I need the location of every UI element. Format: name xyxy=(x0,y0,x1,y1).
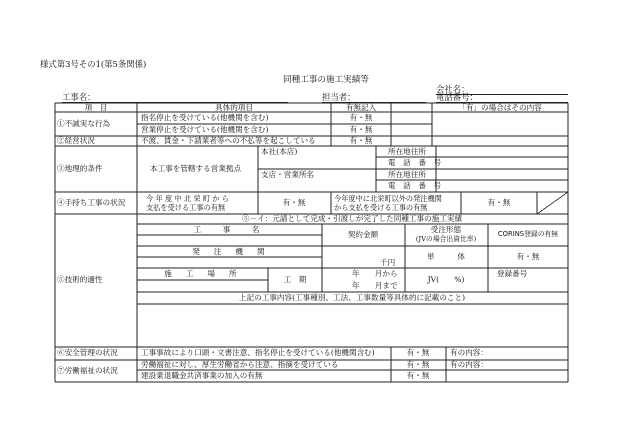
grid-line xyxy=(537,192,568,214)
row5-corins: CORINS登録の有無 xyxy=(497,230,559,238)
header-presence: 有無記入 xyxy=(345,103,377,112)
row7-content: 有の内容： xyxy=(450,360,488,369)
row3-main-phone: 電 話 番 号 xyxy=(388,158,442,167)
header-item: 項 目 xyxy=(84,103,108,112)
row4-local-line1: 今 年 度 中 北 栄 町 か ら xyxy=(146,194,229,203)
row7-label: ⑦労働福祉の状況 xyxy=(57,366,118,375)
row5-form xyxy=(416,226,477,242)
phone-label: 電話番号： xyxy=(436,92,478,102)
row3-main-address: 所在地住所 xyxy=(388,147,426,156)
header-detail: 「有」の場合はその内容 xyxy=(458,103,542,112)
row5-from: 年 月から xyxy=(352,269,398,278)
row7-yes-no-a[interactable]: 有・無 xyxy=(406,360,430,369)
row3-branch: 支店・営業所名 xyxy=(261,170,315,179)
row3-main-office: 本社(本店) xyxy=(261,147,298,156)
work-name-label: 工事名： xyxy=(62,92,96,102)
row4-other-works xyxy=(334,194,442,213)
row4-other-line1: 今年度中に北栄町以外の発注機関 xyxy=(334,194,442,203)
row5-orderer: 発 注 機 関 xyxy=(192,247,268,256)
row5-single: 単 体 xyxy=(427,252,465,261)
form-code: 様式第3号その1(第5条関係) xyxy=(40,59,147,69)
row4-other-line2: から支払を受ける工事の有無 xyxy=(334,203,428,213)
row5-site: 施 工 場 所 xyxy=(164,269,240,278)
row3-label: ③地理的条件 xyxy=(57,164,103,173)
row1-yes-no-a[interactable]: 有・無 xyxy=(349,113,373,122)
row4-local-line2: 支払を受ける工事の有無 xyxy=(146,203,226,213)
row5-reg-no: 登録番号 xyxy=(497,269,528,278)
row2-yes-no[interactable]: 有・無 xyxy=(349,136,373,145)
row4-label: ④手持ち工事の状況 xyxy=(57,198,126,207)
row4-yes-no-local[interactable]: 有・無 xyxy=(282,198,306,207)
row6-content: 有の内容： xyxy=(450,348,488,357)
row6-label: ⑥安全管理の状況 xyxy=(57,348,118,357)
row5-thousand-yen: 千円 xyxy=(380,258,396,267)
row5-heading: ⑤－イ：元請として完成・引渡しが完了した同種工事の施工実績 xyxy=(241,214,463,223)
row7-item-a: 労働福祉に対し、厚生労働省から注意、指摘を受けている xyxy=(141,360,339,369)
row5-contract: 契約金額 xyxy=(347,230,379,239)
row4-yes-no-other[interactable]: 有・無 xyxy=(487,198,511,207)
company-name-label: 会社名： xyxy=(436,84,470,94)
header-specific: 具体的項目 xyxy=(215,103,253,112)
row7-item-b: 建設業退職金共済事業の加入の有無 xyxy=(141,371,263,380)
row5-to: 年 月まで xyxy=(352,281,398,290)
row5-corins-yes-no[interactable]: 有・無 xyxy=(516,252,540,261)
row6-item: 工事事故により口頭・文書注意、指名停止を受けている(他機関含む) xyxy=(141,348,375,357)
row6-yes-no[interactable]: 有・無 xyxy=(406,348,430,357)
row3-branch-phone: 電 話 番 号 xyxy=(388,181,442,190)
row1-item-a: 指名停止を受けている(他機関を含む) xyxy=(141,113,269,122)
row2-item-a: 不渡、賃金・下請業者等への不払等を起こしている xyxy=(141,136,316,145)
row3-branch-address: 所在地住所 xyxy=(388,170,426,179)
row2-label: ②経営状況 xyxy=(57,136,95,145)
row1-item-b: 営業停止を受けている(他機関を含む) xyxy=(141,125,269,134)
row1-label: ①不誠実な行為 xyxy=(57,119,111,128)
person-in-charge-label: 担当者： xyxy=(322,92,356,102)
row5-jv: JV( %) xyxy=(427,275,465,284)
row5-note: 上記の工事内容(工事種別、工法、工事数量等具体的に記載のこと) xyxy=(238,293,466,302)
row5-form-line2: (JVの場合出資比率) xyxy=(415,234,477,243)
row5-form-line1: 受注形態 xyxy=(430,225,462,234)
form-title: 同種工事の施工実績等 xyxy=(283,75,369,85)
row4-local-works xyxy=(146,194,229,213)
row5-work-name: 工 事 名 xyxy=(193,225,267,234)
row7-yes-no-b[interactable]: 有・無 xyxy=(406,371,430,380)
row3-sub: 本工事を管轄する営業拠点 xyxy=(150,164,242,173)
row1-yes-no-b[interactable]: 有・無 xyxy=(349,125,373,134)
row5-label: ⑤技術的適性 xyxy=(57,275,103,284)
row5-period: 工 期 xyxy=(283,275,307,284)
